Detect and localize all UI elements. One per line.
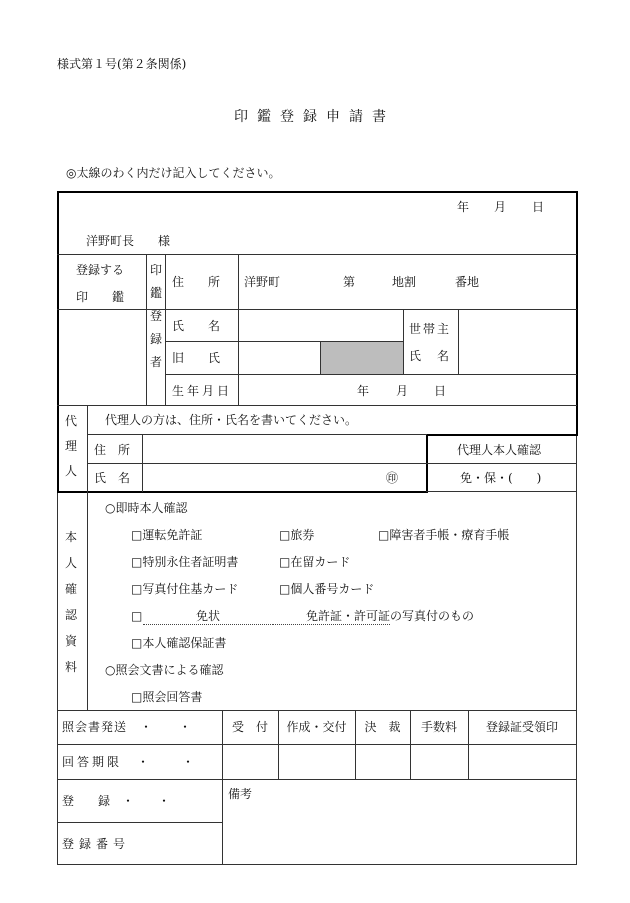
doc-inquiry-reply: □照会回答書 <box>131 690 203 704</box>
birth-day: 日 <box>434 384 447 398</box>
agent-address-label: 住 所 <box>94 443 131 457</box>
instruction: ◎太線のわく内だけ記入してください。 <box>66 166 281 180</box>
address-banchi: 番地 <box>455 275 480 289</box>
household-head-label-line2: 氏 名 <box>409 349 452 363</box>
date-year: 年 <box>457 200 470 214</box>
header-receipt-seal: 登録証受領印 <box>485 720 558 734</box>
agent-confirm-options: 免・保・( ) <box>460 471 542 485</box>
doc-guarantee: □本人確認保証書 <box>131 636 227 650</box>
agent-name-label: 氏 名 <box>94 471 131 485</box>
page-title: 印鑑登録申請書 <box>234 109 395 125</box>
address-town: 洋野町 <box>244 275 281 289</box>
household-head-label-line1: 世帯主 <box>409 322 452 336</box>
doc-license-blank2: 免許証・許可証 <box>273 610 390 625</box>
header-fee: 手数料 <box>420 720 457 734</box>
seal-label-line1: 登録する <box>76 263 125 277</box>
address-chiwari: 地割 <box>392 275 417 289</box>
reply-deadline-label: 回答期限 ・ ・ <box>62 755 198 769</box>
agent-vertical-label: 代 理 人 <box>64 414 77 478</box>
name-label: 氏 名 <box>172 319 221 333</box>
inquiry-sent-label: 照会書発送 ・ ・ <box>62 720 193 734</box>
date-day: 日 <box>532 200 545 214</box>
old-name-label: 旧 氏 <box>172 351 221 365</box>
immediate-check: ○即時本人確認 <box>105 501 188 515</box>
doc-license-checkbox: □ <box>131 609 143 623</box>
address-label: 住 所 <box>172 275 221 289</box>
doc-residence-card: □在留カード <box>279 555 351 569</box>
birth-year: 年 <box>357 384 370 398</box>
doc-disability-handbook: □障害者手帳・療育手帳 <box>378 528 510 542</box>
doc-juki-card: □写真付住基カード <box>131 582 239 596</box>
doc-mynumber-card: □個人番号カード <box>279 582 375 596</box>
doc-special-resident: □特別永住者証明書 <box>131 555 239 569</box>
identity-vertical-label: 本 人 確 認 資 料 <box>64 530 77 674</box>
seal-mark: ㊞ <box>386 471 399 485</box>
agent-note: 代理人の方は、住所・氏名を書いてください。 <box>105 413 358 427</box>
header-reception: 受 付 <box>231 720 268 734</box>
doc-passport: □旅券 <box>279 528 315 542</box>
form-number: 様式第１号(第２条関係) <box>57 57 187 71</box>
addressee: 洋野町長 様 <box>86 234 171 248</box>
seal-label-line2: 印 鑑 <box>76 290 125 304</box>
doc-drivers-license: □運転免許証 <box>131 528 203 542</box>
registration-number-label: 登録番号 <box>62 837 131 851</box>
address-dai: 第 <box>343 275 356 289</box>
doc-license-blank: 免状 <box>143 610 273 625</box>
remarks-label: 備考 <box>228 787 253 801</box>
birth-month: 月 <box>396 384 409 398</box>
date-month: 月 <box>494 200 507 214</box>
registrant-vertical-label: 印 鑑 登 録 者 <box>149 263 162 369</box>
header-issuance: 作成・交付 <box>286 720 347 734</box>
registration-label: 登 録 ・ ・ <box>62 794 171 808</box>
inquiry-check: ○照会文書による確認 <box>105 663 224 677</box>
doc-license-suffix: の写真付のもの <box>390 609 475 623</box>
birth-label: 生年月日 <box>172 384 233 398</box>
agent-confirm-label: 代理人本人確認 <box>457 443 542 457</box>
header-approval: 決 裁 <box>364 720 401 734</box>
